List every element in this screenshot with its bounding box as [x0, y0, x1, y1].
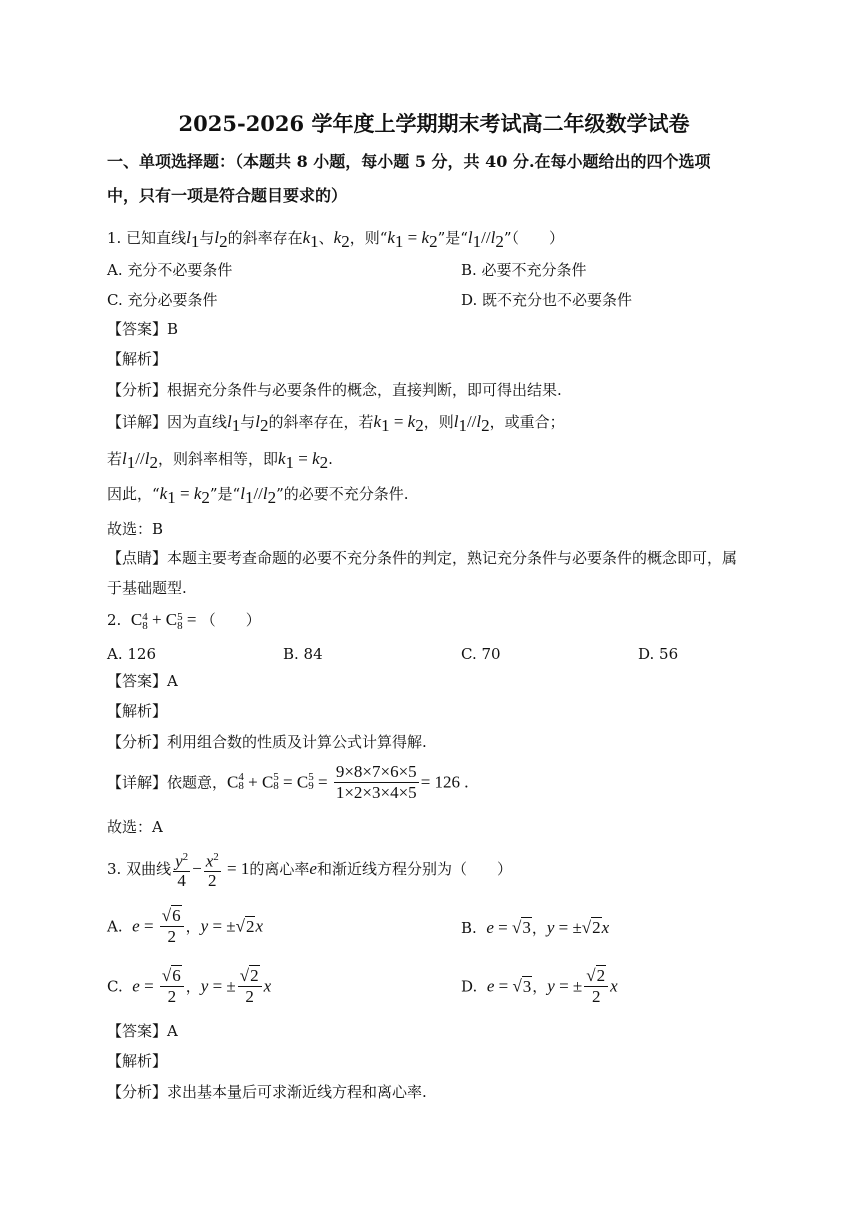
q2-detail: 【详解】依题意，C 4 8 + C 5 8 = C 5 9 = $\frac{9\times 8\times 7\times 6\times 5}{1\times 2\times 3\times 4\times 5}$ = 126 .	[107, 762, 469, 802]
q2-stem: 2. C 4 8 + C 5 8 = （ ）	[107, 610, 261, 632]
q1-options-row2	[107, 290, 633, 310]
q2-option-d: D. 56	[638, 645, 679, 663]
q3-frac-x: $\frac{x^2}{2}$	[204, 848, 221, 890]
page-title: 2025-2026 学年度上学期期末考试高二年级数学试卷	[178, 111, 690, 136]
q1-detail: 【详解】因为直线$l_1$与$l_2$的斜率存在，若$k_1 = k_2$，则$l_1//l_2$，或重合；	[107, 412, 565, 435]
section-heading-line1: 一、单项选择题：（本题共 8 小题，每小题 5 分，共 40 分.在每小题给出的四个选项	[107, 152, 711, 171]
q1-option-d: D. 既不充分也不必要条件	[461, 291, 633, 309]
q1-ruo: 若$l_1//l_2$，则斜率相等，即$k_1 = k_2$.	[107, 449, 333, 472]
q2-option-b: B. 84	[283, 645, 323, 663]
q1-options-row1	[107, 260, 587, 280]
q3-option-b: B. e = √3，y = ±√2x	[461, 918, 610, 937]
q1-option-b: B. 必要不充分条件	[461, 261, 587, 279]
q1-option-a: A. 充分不必要条件	[107, 261, 233, 279]
q2-option-a: A. 126	[107, 645, 156, 663]
q3-option-c: C. e = $\frac{√6}{2}$ ，y = ± $\frac{√2}{2}$ x	[107, 966, 272, 1006]
q3-stem: 3. 双曲线 $\frac{y^2}{4}$ − $\frac{x^2}{2}$ = 1的离心率e和渐近线方程分别为（ ）	[107, 848, 512, 890]
q1-guxuan: 故选：B	[107, 520, 164, 538]
q1-fenxi: 【分析】根据充分条件与必要条件的概念，直接判断，即可得出结果.	[107, 381, 562, 399]
section-heading-line2: 中，只有一项是符合题目要求的）	[107, 186, 348, 205]
q1-jiexi: 【解析】	[107, 350, 168, 368]
q3-option-a: A. e = $\frac{√6}{2}$ ，y = ±√2x	[107, 906, 263, 946]
q3-jiexi: 【解析】	[107, 1052, 168, 1070]
q3-frac-y: $\frac{y^2}{4}$	[173, 848, 190, 890]
q2-option-c: C. 70	[461, 645, 501, 663]
q1-dianjing-line2: 于基础题型.	[107, 579, 187, 597]
q2-jiexi: 【解析】	[107, 702, 168, 720]
q2-fenxi: 【分析】利用组合数的性质及计算公式计算得解.	[107, 733, 427, 751]
q1-yinci: 因此，“$k_1 = k_2$”是“$l_1//l_2$”的必要不充分条件.	[107, 484, 409, 507]
q2-guxuan: 故选：A	[107, 818, 163, 836]
q1-answer: 【答案】B	[107, 320, 179, 338]
q1-option-c: C. 充分必要条件	[107, 291, 218, 309]
q1-dianjing-line1: 【点睛】本题主要考查命题的必要不充分条件的判定，熟记充分条件与必要条件的概念即可，属	[107, 549, 738, 567]
q3-answer: 【答案】A	[107, 1022, 178, 1040]
q3-option-d: D. e = √3，y = ± $\frac{√2}{2}$ x	[461, 966, 618, 1006]
q2-options	[107, 644, 679, 664]
q1-stem: 1. 已知直线$l_1$与$l_2$的斜率存在$k_1$、$k_2$，则“$k_1 = k_2$”是“$l_1//l_2$”（ ）	[107, 228, 564, 251]
q2-fraction: $\frac{9\times 8\times 7\times 6\times 5}{1\times 2\times 3\times 4\times 5}$	[335, 762, 417, 802]
q3-fenxi: 【分析】求出基本量后可求渐近线方程和离心率.	[107, 1083, 427, 1101]
q2-answer: 【答案】A	[107, 672, 178, 690]
